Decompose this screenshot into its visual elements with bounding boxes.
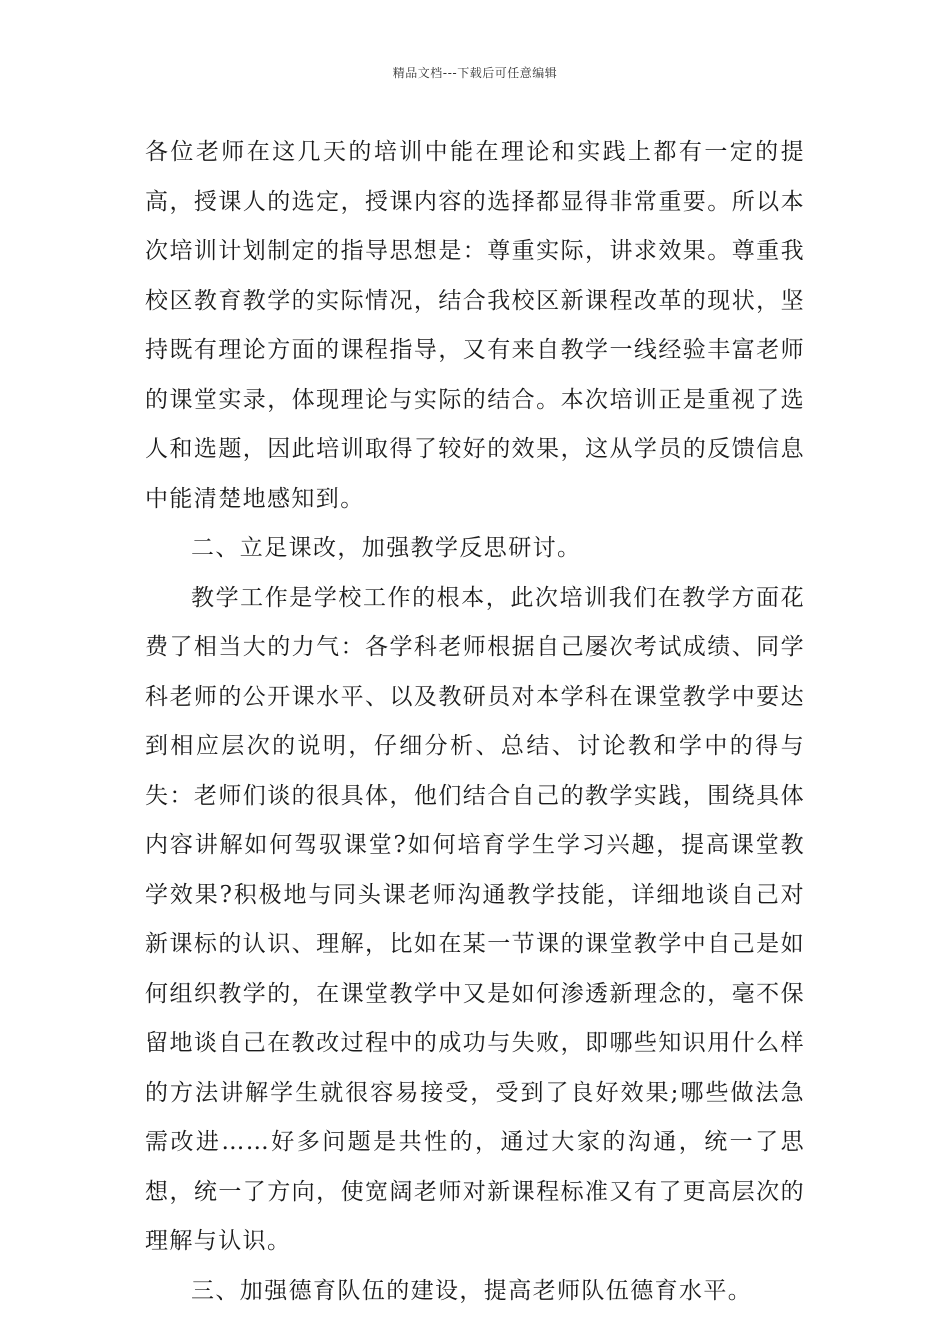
section-heading-three: 三、加强德育队伍的建设，提高老师队伍德育水平。 (191, 1277, 753, 1304)
document-body (145, 128, 805, 1316)
paragraph-teaching-reflection: 教学工作是学校工作的根本，此次培训我们在教学方面花费了相当大的力气：各学科老师根据自己屡次考试成绩、同学科老师的公开课水平、以及教研员对本学科在课堂教学中要达到相应层次的说明，仔细分析、总结、讨论教和学中的得与失：老师们谈的很具体，他们结合自己的教学实践，围绕具体内容讲解如何驾驭课堂?如何培育学生学习兴趣，提高课堂教学效果?积极地与同头课老师沟通教学技能，详细地谈自己对新课标的认识、理解，比如在某一节课的课堂教学中自己是如何组织教学的，在课堂教学中又是如何渗透新理念的，毫不保留地谈自己在教改过程中的成功与失败，即哪些知识用什么样的方法讲解学生就很容易接受，受到了良好效果;哪些做法急需改进……好多问题是共性的，通过大家的沟通，统一了思想，统一了方向，使宽阔老师对新课程标准又有了更高层次的理解与认识。 (145, 584, 805, 1254)
section-heading-two: 二、立足课改，加强教学反思研讨。 (191, 535, 582, 561)
page-header: 精品文档---下载后可任意编辑 (392, 66, 558, 80)
paragraph-training-selection: 各位老师在这几天的培训中能在理论和实践上都有一定的提高，授课人的选定，授课内容的选择都显得非常重要。所以本次培训计划制定的指导思想是：尊重实际，讲求效果。尊重我校区教育教学的实际情况，结合我校区新课程改革的现状，坚持既有理论方面的课程指导，又有来自教学一线经验丰富老师的课堂实录，体现理论与实际的结合。本次培训正是重视了选人和选题，因此培训取得了较好的效果，这从学员的反馈信息中能清楚地感知到。 (145, 139, 805, 512)
